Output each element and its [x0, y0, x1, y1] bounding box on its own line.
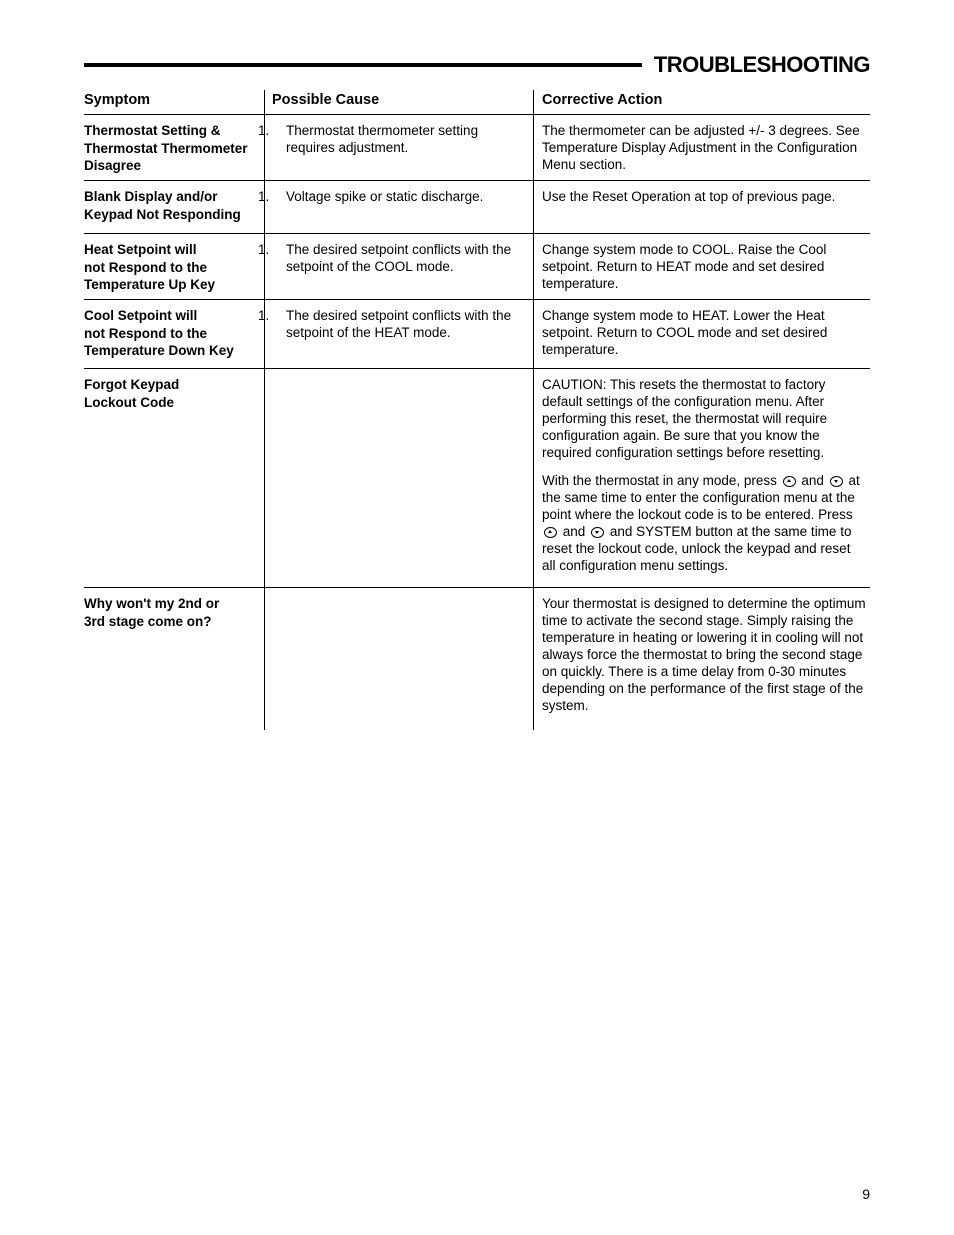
action-cell — [533, 369, 870, 587]
header-possible-cause: Possible Cause — [264, 90, 534, 114]
cause-cell — [258, 115, 534, 180]
symptom-text: Heat Setpoint will not Respond to the Temperature Up Key — [84, 242, 216, 292]
cause-cell — [258, 234, 534, 299]
temperature-down-key-icon — [591, 527, 604, 538]
temperature-up-key-icon — [783, 476, 796, 487]
cause-text: The desired setpoint conflicts with the setpoint of the COOL mode. — [286, 242, 512, 274]
symptom-text: Forgot Keypad Lockout Code — [84, 377, 180, 410]
action-text: Use the Reset Operation at top of previous page. — [533, 181, 870, 233]
reset-instructions — [542, 472, 866, 574]
reset-instructions-part: and SYSTEM button at the same time to reset the lockout code, unlock the keypad and reset all configuration menu settings. — [542, 524, 852, 573]
table-row — [84, 115, 870, 181]
temperature-down-key-icon — [830, 476, 843, 487]
cause-cell — [258, 181, 534, 233]
page-number: 9 — [862, 1186, 870, 1202]
symptom-text: Why won't my 2nd or 3rd stage come on? — [84, 596, 220, 629]
troubleshooting-table — [84, 90, 870, 730]
cause-text: Voltage spike or static discharge. — [286, 189, 484, 204]
table-row — [84, 300, 870, 369]
header-corrective-action: Corrective Action — [533, 90, 870, 114]
action-text: Your thermostat is designed to determine the optimum time to activate the second stage. Simply raising the temperature in heating or lowering it in cooling will not always force the thermostat to bring the second stage on quickly. There is a time delay from 0-30 minutes depending on the performance of the first stage of the system. — [533, 588, 870, 730]
symptom-text: Cool Setpoint will not Respond to the Temperature Down Key — [84, 308, 234, 358]
cause-item — [258, 122, 528, 156]
cause-text: The desired setpoint conflicts with the setpoint of the HEAT mode. — [286, 308, 512, 340]
symptom-text: Blank Display and/or Keypad Not Responding — [84, 189, 241, 222]
cause-number: 1. — [258, 123, 270, 138]
cause-number: 1. — [258, 189, 270, 204]
cause-text: Thermostat thermometer setting requires adjustment. — [286, 123, 479, 155]
cause-number: 1. — [258, 308, 270, 323]
action-text: Change system mode to COOL. Raise the Cool setpoint. Return to HEAT mode and set desired temperature. — [533, 234, 870, 299]
action-text: Change system mode to HEAT. Lower the Heat setpoint. Return to COOL mode and set desired temperature. — [533, 300, 870, 368]
cause-item — [258, 241, 528, 275]
reset-instructions-part: With the thermostat in any mode, press — [542, 473, 777, 488]
table-header-row — [84, 90, 870, 115]
temperature-up-key-icon — [544, 527, 557, 538]
header-symptom: Symptom — [84, 92, 151, 108]
symptom-text: Thermostat Setting & Thermostat Thermometer Disagree — [84, 123, 248, 173]
section-title: TROUBLESHOOTING — [653, 52, 870, 77]
cause-item — [258, 307, 528, 341]
cause-item — [258, 188, 528, 205]
table-row — [84, 234, 870, 300]
cause-cell — [264, 369, 534, 587]
table-row — [84, 369, 870, 588]
cause-cell — [264, 588, 534, 730]
reset-instructions-part: at the same time to enter the configuration menu at the point where the lockout code is to be entered. Press — [542, 473, 860, 522]
caution-text: CAUTION: This resets the thermostat to factory default settings of the configuration menu. After performing this reset, the thermostat will require configuration again. Be sure that you know the required configuration settings before resetting. — [542, 377, 828, 460]
cause-number: 1. — [258, 242, 270, 257]
header-rule — [84, 63, 642, 67]
reset-instructions-and: and — [801, 473, 824, 488]
cause-cell — [258, 300, 534, 368]
table-row — [84, 181, 870, 234]
table-row — [84, 588, 870, 730]
action-text: The thermometer can be adjusted +/- 3 degrees. See Temperature Display Adjustment in the Configuration Menu section. — [533, 115, 870, 180]
reset-instructions-and: and — [562, 524, 586, 539]
